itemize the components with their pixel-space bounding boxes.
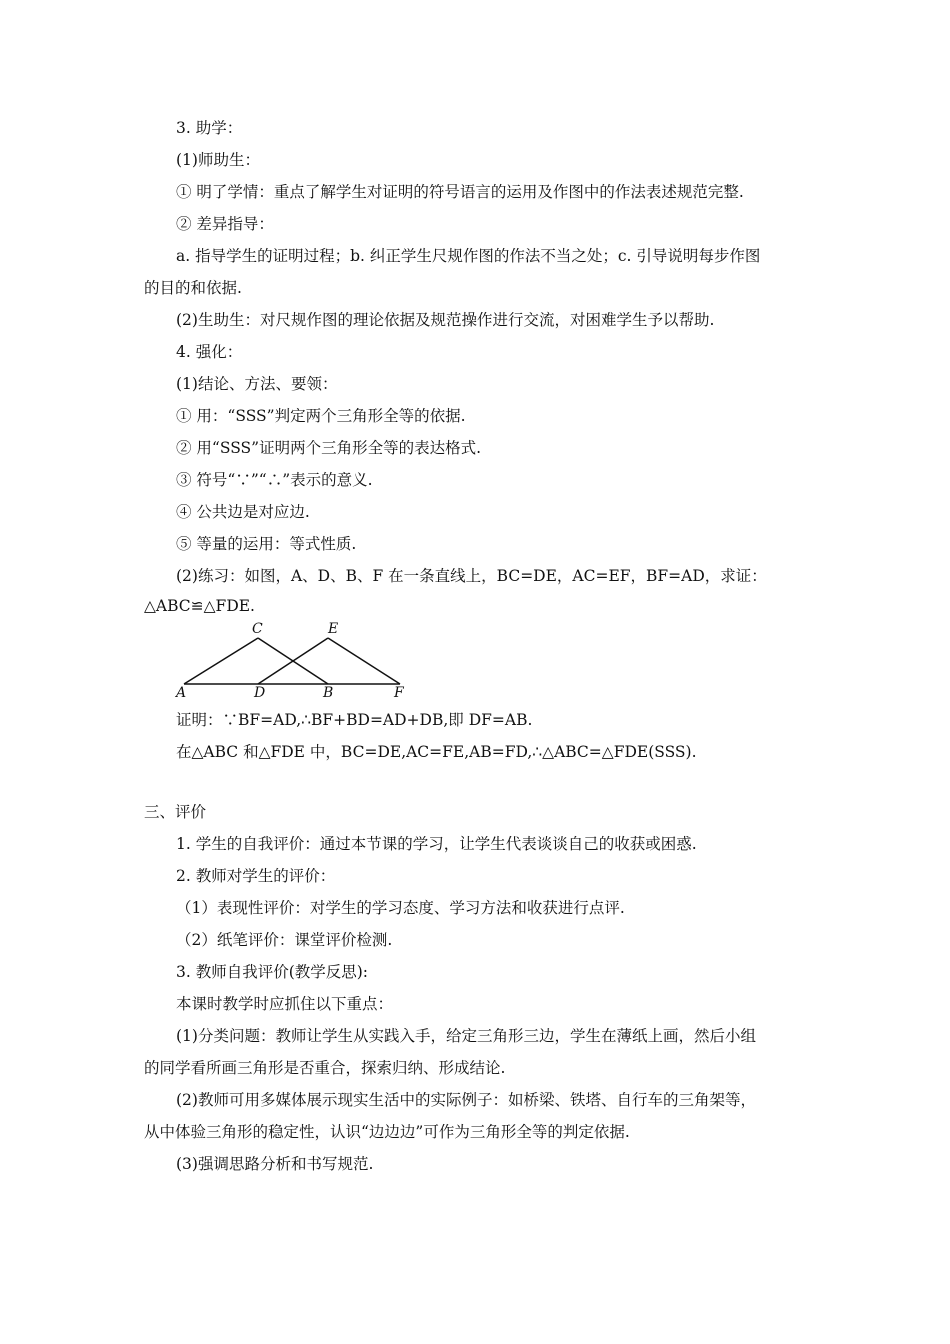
paragraph-line: 本课时教学时应抓住以下重点： bbox=[176, 995, 394, 1013]
paragraph-line: 的同学看所画三角形是否重合，探索归纳、形成结论. bbox=[144, 1059, 506, 1077]
paragraph-line: 的目的和依据. bbox=[144, 279, 242, 297]
exercise-line: △ABC≌△FDE. bbox=[144, 597, 255, 615]
label-c: C bbox=[252, 621, 263, 637]
label-b: B bbox=[323, 685, 334, 700]
paragraph-line: ④ 公共边是对应边. bbox=[176, 503, 310, 521]
exercise-line: (2)练习：如图，A、D、B、F 在一条直线上，BC=DE，AC=EF，BF=AD，求证： bbox=[176, 567, 767, 585]
paragraph-line: (2)生助生：对尺规作图的理论依据及规范操作进行交流，对困难学生予以帮助. bbox=[176, 311, 715, 329]
segment-ac bbox=[184, 638, 258, 684]
paragraph-line: 3. 教师自我评价(教学反思): bbox=[176, 963, 369, 981]
paragraph-line: ⑤ 等量的运用：等式性质. bbox=[176, 535, 357, 553]
paragraph-line: (2)教师可用多媒体展示现实生活中的实际例子：如桥梁、铁塔、自行车的三角架等， bbox=[176, 1091, 756, 1109]
proof-line: 证明：∵BF=AD,∴BF+BD=AD+DB,即 DF=AB. bbox=[176, 711, 533, 729]
subheading-conclusion: (1)结论、方法、要领： bbox=[176, 375, 338, 393]
label-d: D bbox=[254, 685, 266, 700]
proof-line: 在△ABC 和△FDE 中，BC=DE,AC=FE,AB=FD,∴△ABC=△FDE(SSS). bbox=[176, 743, 697, 761]
geometry-figure bbox=[168, 618, 418, 700]
paragraph-line: （1）表现性评价：对学生的学习态度、学习方法和收获进行点评. bbox=[176, 899, 625, 917]
heading-zhuxue: 3. 助学： bbox=[176, 119, 243, 137]
paragraph-line: 2. 教师对学生的评价： bbox=[176, 867, 336, 885]
paragraph-line: （2）纸笔评价：课堂评价检测. bbox=[176, 931, 393, 949]
paragraph-line: ① 明了学情：重点了解学生对证明的符号语言的运用及作图中的作法表述规范完整. bbox=[176, 183, 744, 201]
paragraph-line: ① 用：“SSS”判定两个三角形全等的依据. bbox=[176, 407, 466, 425]
paragraph-line: 从中体验三角形的稳定性，认识“边边边”可作为三角形全等的判定依据. bbox=[144, 1123, 630, 1141]
paragraph-line: ③ 符号“∵”“∴”表示的意义. bbox=[176, 471, 373, 489]
heading-qianghua: 4. 强化： bbox=[176, 343, 243, 361]
label-e: E bbox=[328, 621, 339, 637]
paragraph-line: (3)强调思路分析和书写规范. bbox=[176, 1155, 374, 1173]
section-heading-evaluation: 三、评价 bbox=[144, 803, 207, 821]
label-f: F bbox=[394, 685, 404, 700]
paragraph-line: (1)分类问题：教师让学生从实践入手，给定三角形三边，学生在薄纸上画，然后小组 bbox=[176, 1027, 756, 1045]
paragraph-line: ② 差异指导： bbox=[176, 215, 274, 233]
label-a: A bbox=[176, 685, 187, 700]
subheading-teacher-help: (1)师助生： bbox=[176, 151, 260, 169]
paragraph-line: 1. 学生的自我评价：通过本节课的学习，让学生代表谈谈自己的收获或困惑. bbox=[176, 835, 697, 853]
segment-ef bbox=[328, 638, 400, 684]
paragraph-line: a. 指导学生的证明过程；b. 纠正学生尺规作图的作法不当之处；c. 引导说明每步作图 bbox=[176, 247, 761, 265]
paragraph-line: ② 用“SSS”证明两个三角形全等的表达格式. bbox=[176, 439, 482, 457]
